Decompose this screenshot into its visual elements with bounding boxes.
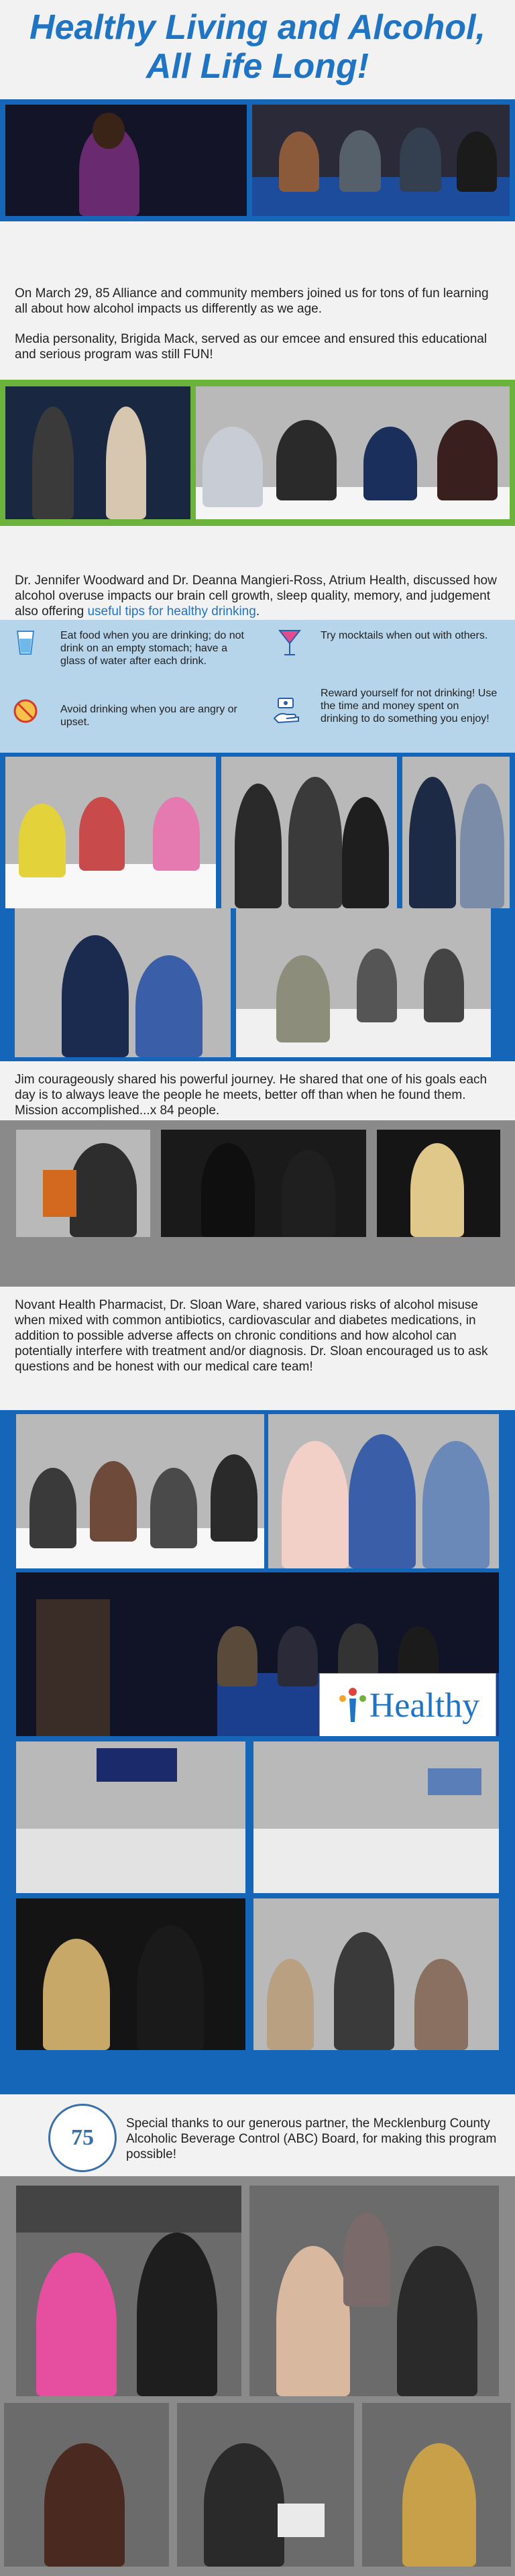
- photo-attendees-pair: [402, 757, 510, 908]
- speakers-text: Dr. Jennifer Woodward and Dr. Deanna Mangieri-Ross, Atrium Health, discussed how alcohol overuse impacts our brain cell growth, sleep quality, memory, and judgement also offering: [15, 574, 497, 619]
- tips-panel: [0, 620, 515, 753]
- partner-paragraph: Special thanks to our generous partner, the Mecklenburg County Alcoholic Beverage Control (ABC) Board, for making this program possible!: [126, 2116, 497, 2161]
- photo-speakers-stage: [5, 386, 190, 519]
- healthy-drinking-tips-link[interactable]: useful tips for healthy drinking: [87, 604, 256, 619]
- photo-couple: [15, 908, 231, 1057]
- photo-speakers-table: [196, 386, 510, 519]
- title-line-2: All Life Long!: [146, 47, 369, 86]
- no-anger-icon: [12, 698, 39, 724]
- pharmacist-section: [0, 1287, 515, 1410]
- pharmacist-paragraph: Novant Health Pharmacist, Dr. Sloan Ware, shared various risks of alcohol misuse when mixed with common antibiotics, cardiovascular and diabetes medications, in addition to possible adverse affects on chronic conditions and how alcohol can potentially interfere with treatment and/or diagnosis. Dr. Sloan encouraged us to ask questions and be honest with our medical care team!: [15, 1298, 488, 1374]
- jim-paragraph: Jim courageously shared his powerful journey. He shared that one of his goals each day is to always leave the people he meets, better off than when he found them. Mission accomplished...x 84 people.: [15, 1073, 488, 1118]
- tip-avoid-drinking: Avoid drinking when you are angry or upset.: [60, 704, 237, 728]
- photo-speaker-portrait: [377, 1130, 500, 1237]
- photo-jim-book: [16, 1130, 150, 1237]
- photo-three-women: [268, 1414, 499, 1568]
- photo-two-women: [16, 1898, 245, 2050]
- photo-women-chatting: [16, 2186, 241, 2396]
- photo-band-speakers: [0, 380, 515, 526]
- intro-paragraph-2: Media personality, Brigida Mack, served as our emcee and ensured this educational and serious program was still FUN!: [15, 332, 488, 362]
- photo-room-tables: [253, 1741, 499, 1893]
- photo-emcee: [5, 105, 247, 216]
- jim-section: [0, 1061, 515, 1120]
- mocktail-icon: [276, 629, 303, 656]
- page-title: [0, 0, 515, 95]
- intro-section: [0, 221, 515, 380]
- water-glass-icon: [12, 629, 39, 656]
- photo-room-wide: [236, 908, 491, 1057]
- photo-attendees-table-1: [5, 757, 216, 908]
- speakers-period: .: [255, 604, 260, 619]
- tip-mocktails: Try mocktails when out with others.: [321, 630, 488, 641]
- figures-logo-icon: [336, 1685, 369, 1725]
- photo-attendees-group: [221, 757, 397, 908]
- tip-eat-food: Eat food when you are drinking; do not drink on an empty stomach; have a glass of water after each drink.: [60, 630, 244, 667]
- photo-band-attendees: [0, 753, 515, 1061]
- seal-number: 75: [71, 2125, 94, 2150]
- photo-woman-smiling: [4, 2403, 169, 2567]
- partner-section: [0, 2094, 515, 2176]
- photo-table-group: [16, 1414, 264, 1568]
- tip-reward-yourself: Reward yourself for not drinking! Use the time and money spent on drinking to do something you enjoy!: [321, 688, 498, 724]
- speakers-paragraph: [15, 573, 500, 619]
- photo-band-closing: [0, 2176, 515, 2576]
- photo-panel: [252, 105, 510, 216]
- photo-panel-stage: [16, 1572, 499, 1736]
- photo-speaker-crowd: [253, 1898, 499, 2050]
- photo-woman-reading: [177, 2403, 354, 2567]
- abc-board-seal-icon: [48, 2104, 117, 2172]
- photo-woman-table: [362, 2403, 511, 2567]
- photo-women-pair: [161, 1130, 366, 1237]
- photo-attendees-laughing: [249, 2186, 499, 2396]
- title-line-1: Healthy Living and Alcohol,: [30, 8, 485, 47]
- photo-room-audience: [16, 1741, 245, 1893]
- photo-band-event: [0, 1410, 515, 2094]
- money-hand-icon: [271, 695, 302, 726]
- healthy-charlotte-banner: [319, 1673, 496, 1736]
- speakers-section: [0, 526, 515, 620]
- banner-logo-text: Healthy: [369, 1686, 480, 1725]
- photo-band-emcee: [0, 99, 515, 221]
- photo-band-speakers-portraits: [0, 1120, 515, 1287]
- intro-paragraph-1: On March 29, 85 Alliance and community members joined us for tons of fun learning all about how alcohol impacts us differently as we age.: [15, 286, 489, 316]
